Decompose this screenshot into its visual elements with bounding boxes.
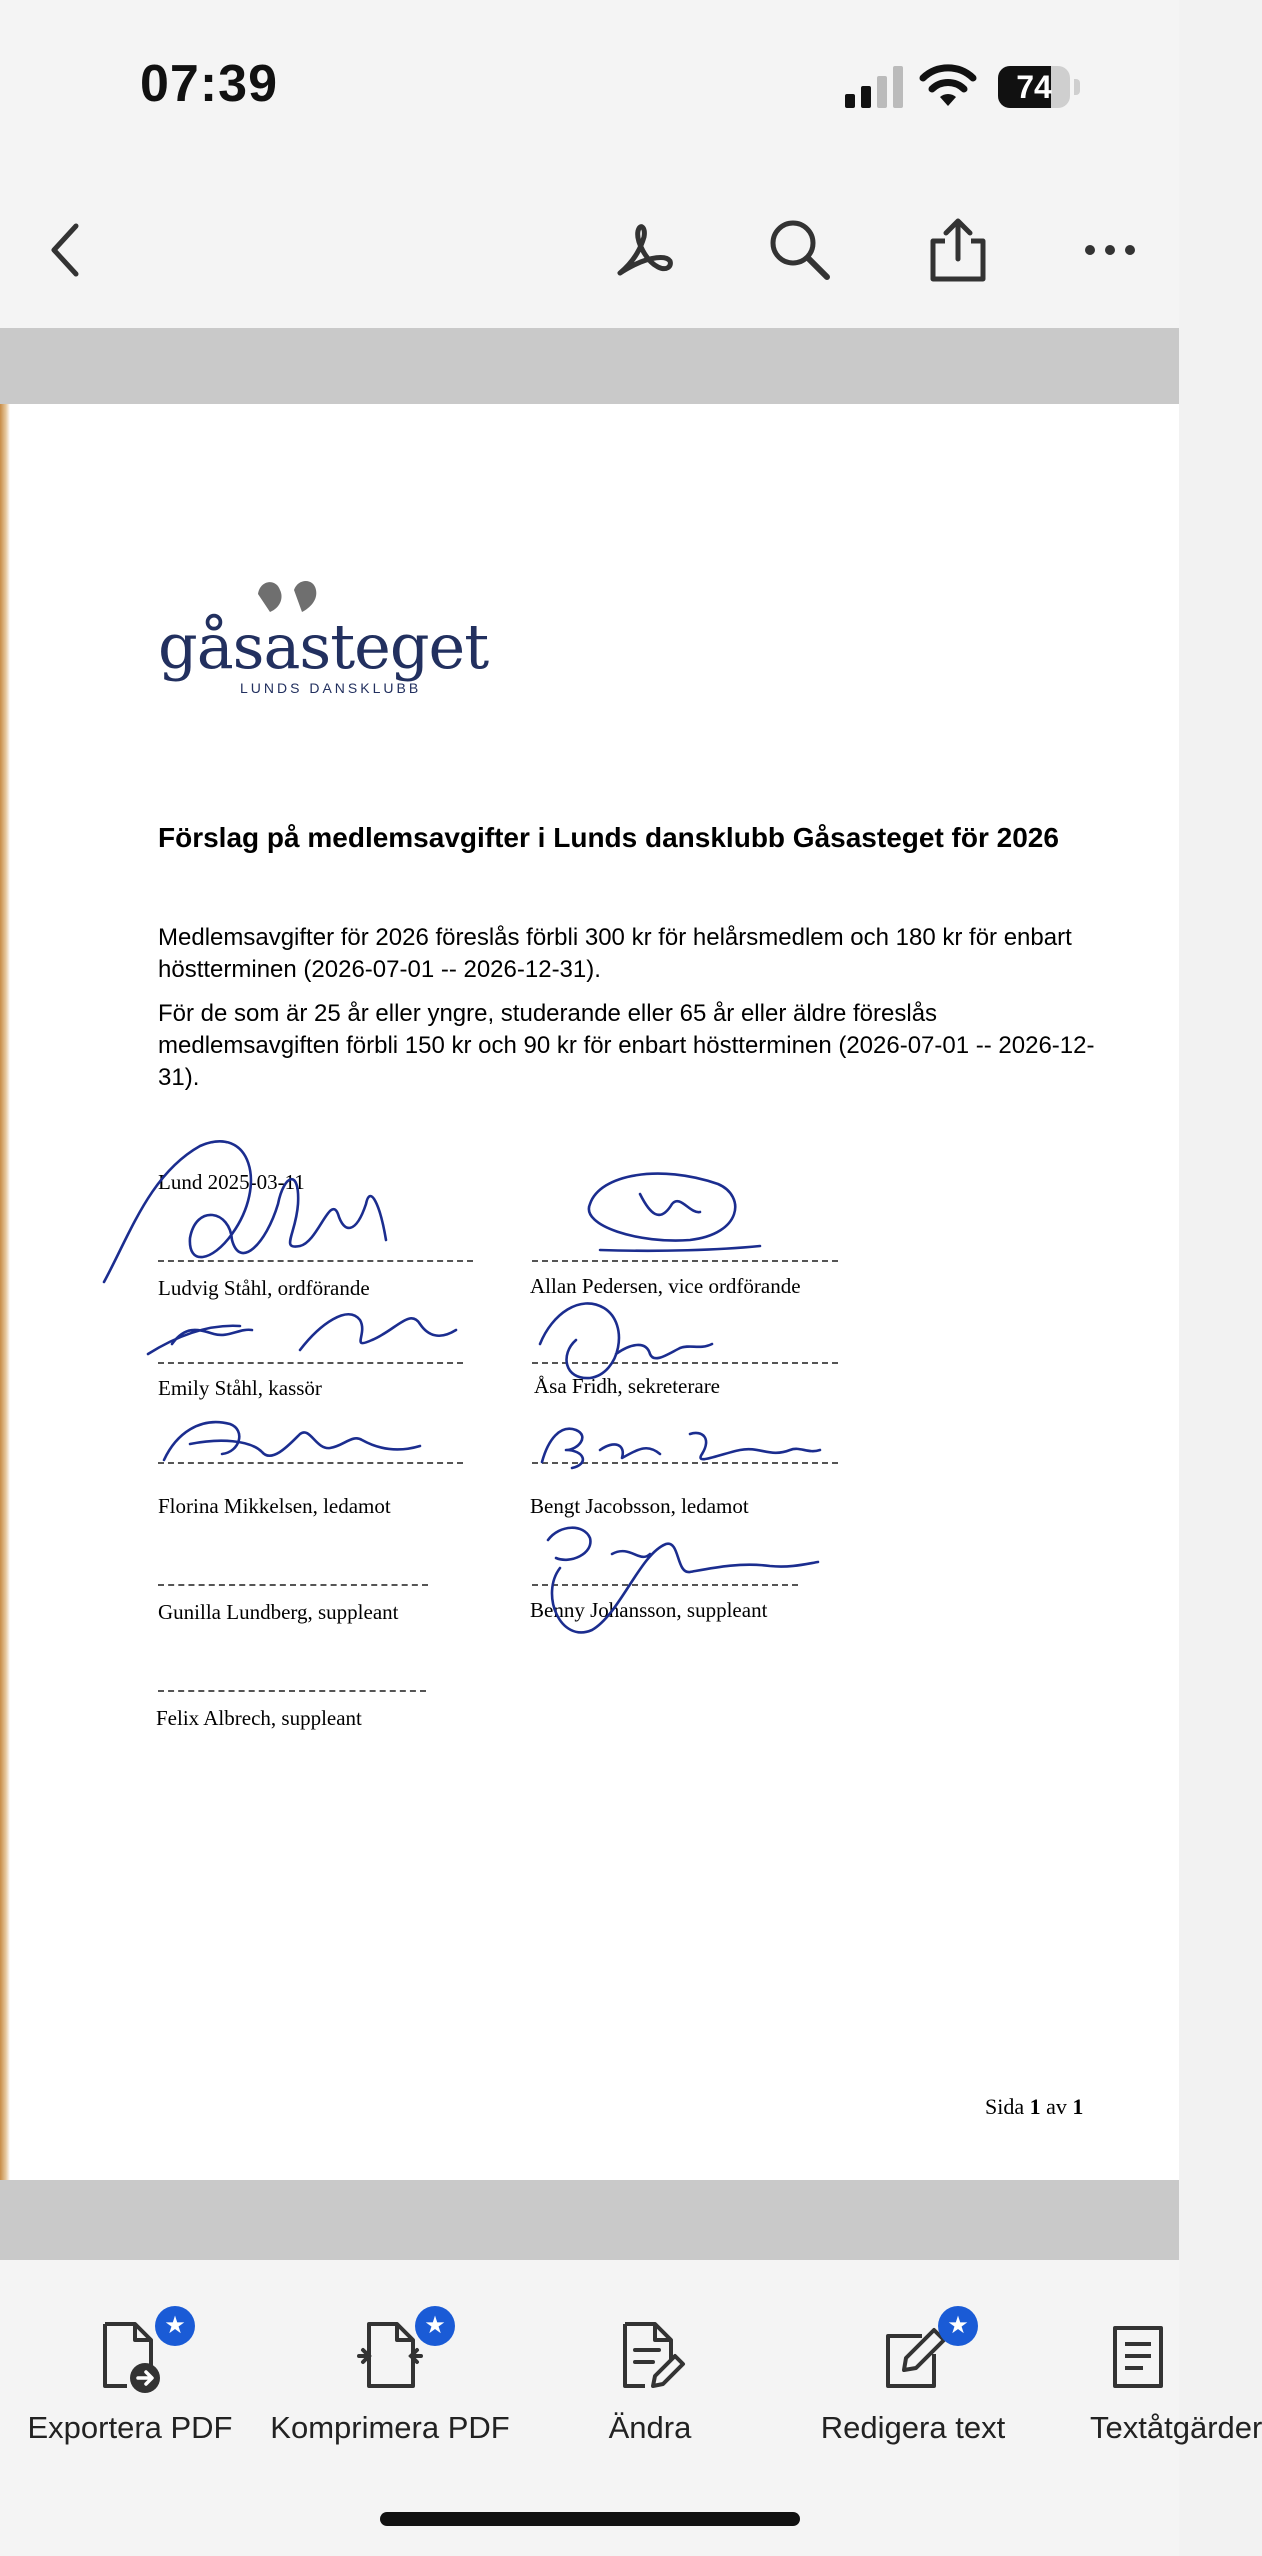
top-toolbar bbox=[0, 170, 1179, 328]
document-background-bottom bbox=[0, 2180, 1179, 2260]
signature-line bbox=[158, 1260, 473, 1262]
signatory-benny: Benny Johansson, suppleant bbox=[530, 1598, 768, 1622]
export-pdf-tool[interactable]: ★ Exportera PDF bbox=[0, 2300, 260, 2460]
signatory-gunilla: Gunilla Lundberg, suppleant bbox=[158, 1600, 399, 1624]
text-actions-icon bbox=[1105, 2320, 1175, 2394]
battery-level: 74 bbox=[1016, 69, 1052, 105]
logo-wordmark: gåsasteget bbox=[158, 610, 489, 683]
edit-tool[interactable]: Ändra bbox=[520, 2300, 780, 2460]
signature-line bbox=[158, 1584, 428, 1586]
more-icon bbox=[1080, 240, 1140, 260]
signature-allan bbox=[589, 1174, 760, 1251]
back-button[interactable] bbox=[26, 210, 106, 290]
signatory-bengt: Bengt Jacobsson, ledamot bbox=[530, 1494, 749, 1518]
signature-emily bbox=[148, 1314, 456, 1354]
compress-pdf-icon bbox=[355, 2320, 425, 2394]
fee-paragraph-1: Medlemsavgifter för 2026 föreslås förbli 300 kr för helårsmedlem och 180 kr för enbart höstterminen (2026-07-01 -- 2026-12-31). bbox=[158, 924, 1072, 983]
signatory-allan: Allan Pedersen, vice ordförande bbox=[530, 1274, 801, 1298]
fill-sign-button[interactable] bbox=[605, 210, 685, 290]
signature-line bbox=[158, 1690, 426, 1692]
signature-asa bbox=[540, 1303, 712, 1378]
home-indicator[interactable] bbox=[380, 2512, 800, 2526]
signatory-felix: Felix Albrech, suppleant bbox=[156, 1706, 362, 1730]
export-pdf-icon bbox=[95, 2320, 165, 2394]
wifi-icon bbox=[918, 62, 978, 108]
signature-line bbox=[158, 1462, 463, 1464]
pdf-page[interactable] bbox=[0, 404, 1179, 2180]
document-background-top bbox=[0, 328, 1179, 404]
fee-paragraph-2: För de som är 25 år eller yngre, studerande eller 65 år eller äldre föreslås medlemsavgiften förbli 150 kr och 90 kr för enbart höstterminen (2026-07-01 -- 2026-12-31). bbox=[158, 1000, 1095, 1091]
acrobat-sign-icon bbox=[610, 215, 680, 285]
signatory-florina: Florina Mikkelsen, ledamot bbox=[158, 1494, 391, 1518]
club-logo bbox=[158, 574, 489, 696]
share-icon bbox=[925, 217, 991, 283]
search-icon bbox=[767, 217, 833, 283]
edit-text-tool[interactable]: ★ Redigera text bbox=[783, 2300, 1043, 2460]
page-edge bbox=[0, 404, 10, 2180]
status-time: 07:39 bbox=[140, 55, 278, 113]
status-bar bbox=[0, 0, 1179, 170]
signature-line bbox=[158, 1362, 463, 1364]
page-number: Sida 1 av 1 bbox=[985, 2094, 1084, 2119]
signatory-ludvig: Ludvig Ståhl, ordförande bbox=[158, 1276, 370, 1300]
document-title: Förslag på medlemsavgifter i Lunds dansklubb Gåsasteget för 2026 bbox=[158, 822, 1059, 853]
compress-pdf-tool[interactable]: ★ Komprimera PDF bbox=[260, 2300, 520, 2460]
signature-line bbox=[532, 1462, 838, 1464]
edit-document-icon bbox=[615, 2320, 685, 2394]
signature-line bbox=[532, 1260, 838, 1262]
logo-subtitle: LUNDS DANSKLUBB bbox=[240, 680, 422, 696]
signatory-asa: Åsa Fridh, sekreterare bbox=[534, 1374, 721, 1398]
place-date: Lund 2025-03-11 bbox=[158, 1170, 305, 1194]
battery-icon bbox=[998, 66, 1082, 108]
share-button[interactable] bbox=[918, 210, 998, 290]
edit-text-icon bbox=[878, 2320, 948, 2394]
signature-florina bbox=[164, 1422, 420, 1460]
premium-star-icon: ★ bbox=[415, 2306, 455, 2346]
signature-line bbox=[532, 1584, 798, 1586]
premium-star-icon: ★ bbox=[938, 2306, 978, 2346]
premium-star-icon: ★ bbox=[155, 2306, 195, 2346]
search-button[interactable] bbox=[760, 210, 840, 290]
more-button[interactable] bbox=[1070, 210, 1150, 290]
signatory-emily: Emily Ståhl, kassör bbox=[158, 1376, 322, 1400]
text-actions-tool[interactable]: Textåtgärder bbox=[1040, 2300, 1179, 2460]
cellular-signal-icon bbox=[845, 66, 907, 108]
chevron-left-icon bbox=[46, 220, 86, 280]
signature-line bbox=[532, 1362, 838, 1364]
